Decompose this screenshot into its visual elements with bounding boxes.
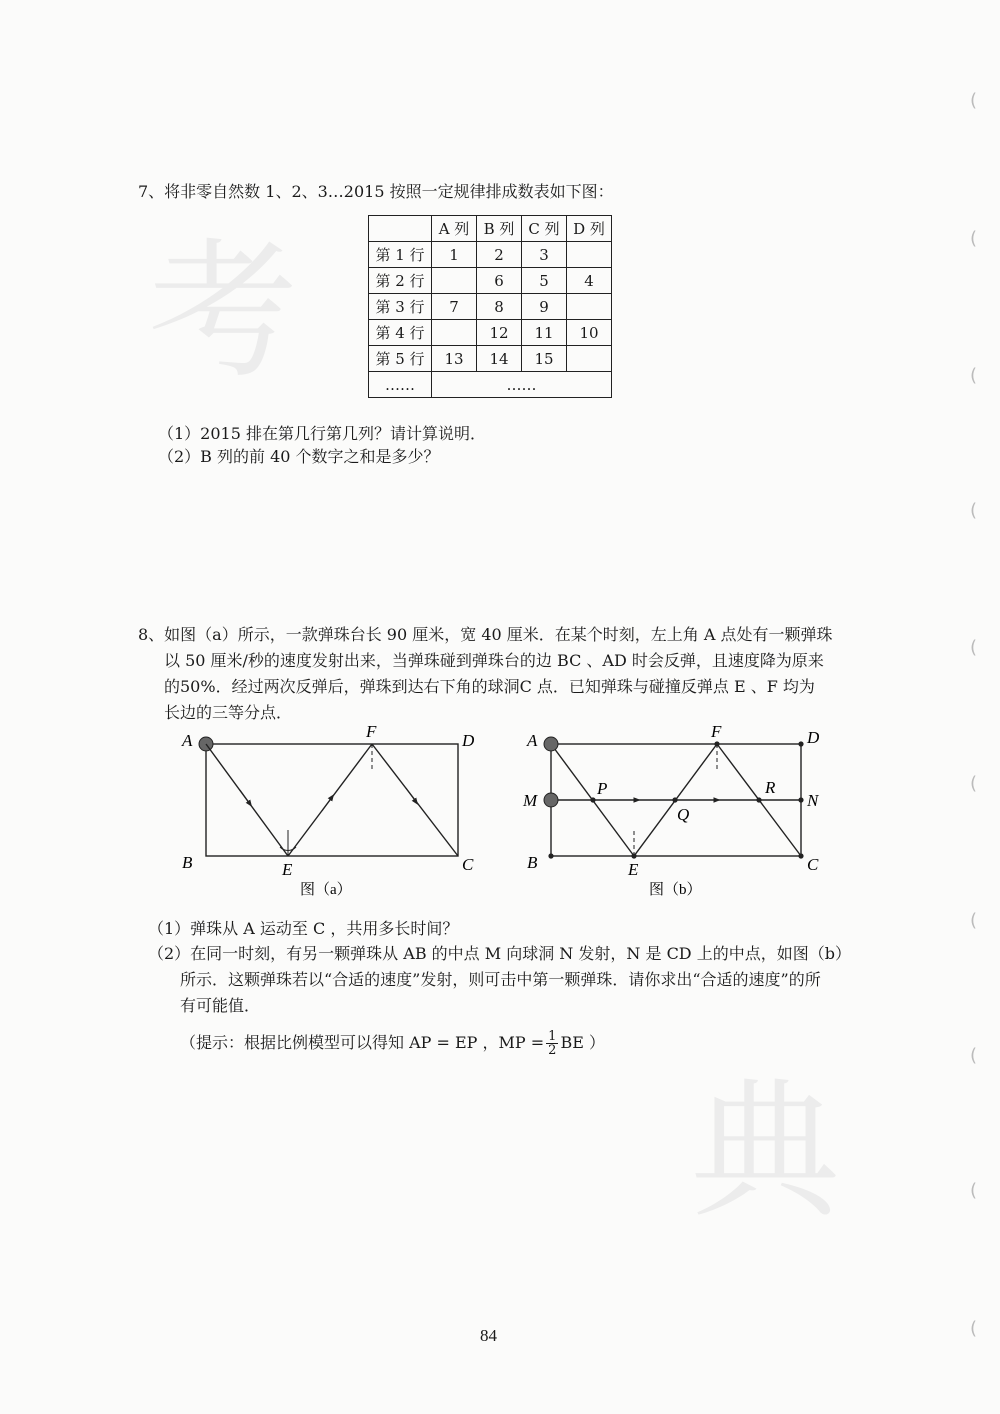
label-c: C: [807, 855, 819, 874]
table-cell: 1: [432, 242, 477, 268]
table-cell: [432, 320, 477, 346]
table-cell: ……: [369, 372, 432, 398]
hint-text: （提示：根据比例模型可以得知 AP = EP ，MP =: [180, 1033, 545, 1052]
label-q: Q: [677, 805, 690, 824]
table-cell: 14: [477, 346, 522, 372]
table-row: [369, 346, 612, 372]
point-d: [798, 741, 803, 746]
table-cell: 3: [522, 242, 567, 268]
q8-subquestion-2-line-1: （2）在同一时刻，有另一颗弹珠从 AB 的中点 M 向球洞 N 发射，N 是 CD 上的中点，如图（b）: [148, 944, 851, 963]
q7-subquestion-2: （2）B 列的前 40 个数字之和是多少？: [158, 447, 440, 466]
label-n: N: [807, 791, 819, 810]
table-cell: 第 4 行: [369, 320, 432, 346]
margin-mark: (: [970, 1180, 978, 1201]
label-p: P: [597, 779, 608, 798]
table-cell: 9: [522, 294, 567, 320]
margin-mark: (: [970, 773, 978, 794]
label-a: A: [182, 731, 193, 750]
label-f: F: [366, 722, 377, 741]
table-cell: 第 5 行: [369, 346, 432, 372]
q8-text-line-3: 的50%．经过两次反弹后，弹珠到达右下角的球洞C 点．已知弹珠与碰撞反弹点 E 、F 均为: [164, 677, 815, 696]
point-q: [672, 797, 677, 802]
q8-text-line-2: 以 50 厘米/秒的速度发射出来，当弹珠碰到弹珠台的边 BC 、AD 时会反弹，且速度降为原来: [164, 651, 824, 670]
table-cell: 6: [477, 268, 522, 294]
table-row: [369, 294, 612, 320]
table-header-cell: C 列: [522, 216, 567, 242]
q8-text-line-4: 长边的三等分点．: [164, 703, 293, 722]
watermark-dian: 典: [690, 1065, 841, 1239]
watermark-kao: 考: [148, 225, 299, 399]
label-b: B: [527, 853, 538, 872]
table-row-ellipsis: [369, 372, 612, 398]
margin-mark: (: [970, 365, 978, 386]
table-cell: 8: [477, 294, 522, 320]
table-cell: 第 2 行: [369, 268, 432, 294]
margin-mark: (: [970, 500, 978, 521]
table-border: [206, 744, 458, 856]
q8-hint: [180, 1030, 605, 1057]
table-cell: 11: [522, 320, 567, 346]
margin-mark: (: [970, 228, 978, 249]
figure-a: [170, 718, 490, 908]
table-cell: [567, 346, 612, 372]
point-n: [798, 797, 803, 802]
point-f: [714, 741, 719, 746]
margin-mark: (: [970, 637, 978, 658]
table-cell: 第 3 行: [369, 294, 432, 320]
q8-text-line-1: 8、如图（a）所示，一款弹珠台长 90 厘米，宽 40 厘米．在某个时刻，左上角 A 点处有一颗弹珠: [138, 625, 833, 644]
table-cell: 13: [432, 346, 477, 372]
table-cell: ……: [432, 372, 612, 398]
margin-mark: (: [970, 90, 978, 111]
point-r: [756, 797, 761, 802]
hint-fraction: [546, 1030, 558, 1057]
point-c: [798, 853, 803, 858]
table-header-cell: [369, 216, 432, 242]
figure-b: [515, 718, 845, 908]
point-e: [631, 853, 636, 858]
table-header-cell: A 列: [432, 216, 477, 242]
table-header-cell: D 列: [567, 216, 612, 242]
table-cell: [567, 242, 612, 268]
label-f: F: [711, 722, 722, 741]
number-table: [368, 215, 612, 398]
arrow-3: [406, 788, 416, 802]
q8-subquestion-2-line-3: 有可能值．: [180, 996, 261, 1015]
table-cell: 7: [432, 294, 477, 320]
table-cell: [432, 268, 477, 294]
label-c: C: [462, 855, 474, 874]
margin-mark: (: [970, 1318, 978, 1339]
label-r: R: [765, 778, 776, 797]
table-row: [369, 268, 612, 294]
table-cell: 5: [522, 268, 567, 294]
table-cell: 2: [477, 242, 522, 268]
table-cell: 4: [567, 268, 612, 294]
caption-a: 图（a）: [300, 882, 352, 898]
label-e: E: [628, 860, 639, 879]
label-d: D: [807, 728, 820, 747]
table-cell: 12: [477, 320, 522, 346]
point-p: [590, 797, 595, 802]
hint-text-end: BE ）: [560, 1033, 605, 1052]
label-a: A: [527, 731, 538, 750]
table-row: [369, 320, 612, 346]
table-cell: [567, 294, 612, 320]
table-header-row: [369, 216, 612, 242]
label-d: D: [462, 731, 475, 750]
page-number: 84: [480, 1326, 497, 1345]
table-cell: 10: [567, 320, 612, 346]
marble-a: [544, 737, 558, 751]
label-m: M: [523, 791, 538, 810]
q8-subquestion-1: （1）弹珠从 A 运动至 C ，共用多长时间？: [148, 919, 459, 938]
table-cell: 15: [522, 346, 567, 372]
hint-fraction-numerator: 1: [548, 1029, 557, 1044]
hint-fraction-denominator: 2: [548, 1043, 557, 1058]
label-e: E: [282, 860, 293, 879]
point-b: [548, 853, 553, 858]
margin-mark: (: [970, 1045, 978, 1066]
table-cell: 第 1 行: [369, 242, 432, 268]
marble-m: [544, 793, 558, 807]
table-row: [369, 242, 612, 268]
caption-b: 图（b）: [649, 882, 702, 898]
margin-mark: (: [970, 910, 978, 931]
q7-intro: 7、将非零自然数 1、2、3…2015 按照一定规律排成数表如下图：: [138, 182, 614, 201]
table-header-cell: B 列: [477, 216, 522, 242]
q7-subquestion-1: （1）2015 排在第几行第几列？请计算说明．: [158, 424, 486, 443]
arrow-2: [322, 797, 332, 811]
q8-subquestion-2-line-2: 所示．这颗弹珠若以“合适的速度”发射，则可击中第一颗弹珠．请你求出“合适的速度”的所: [180, 970, 821, 989]
label-b: B: [182, 853, 193, 872]
arrow-1: [240, 790, 250, 804]
